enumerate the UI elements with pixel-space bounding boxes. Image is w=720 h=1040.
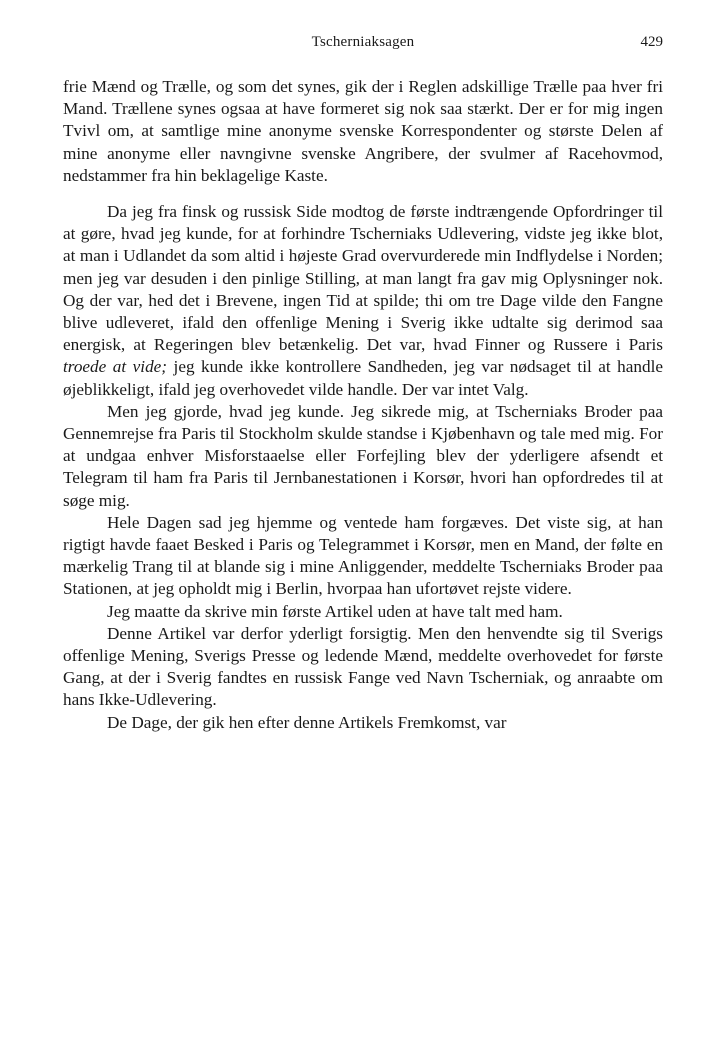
book-page (63, 32, 663, 734)
body-text (63, 76, 663, 734)
paragraph: De Dage, der gik hen efter denne Artikels Fremkomst, var (107, 712, 507, 732)
paragraph-text: jeg kunde ikke kontrollere Sandheden, jeg var nødsaget til at handle øjeblikkeligt, ifald jeg overhovedet vilde handle. Der var intet Valg. (63, 357, 663, 399)
paragraph-text: Da jeg fra finsk og russisk Side modtog de første indtrængende Opfordringer til at gøre, hvad jeg kunde, for at forhindre Tscherniaks Udlevering, vidste jeg ikke blot, at man i Udlandet da som altid i højeste Grad overvurderede min Indflydelse i Norden; men jeg var desuden i den pinlige Stilling, at man langt fra gav mig Oplysninger nok. Og der var, hed det i Brevene, ingen Tid at spilde; thi om tre Dage vilde den Fangne blive udleveret, ifald den offenlige Mening i Sverig ikke udtalte sig derimod saa energisk, at Regeringen blev betænkelig. Det var, hvad Finner og Russere i Paris (63, 202, 663, 355)
page-number: 429 (640, 34, 663, 50)
paragraph: Hele Dagen sad jeg hjemme og ventede ham forgæves. Det viste sig, at han rigtigt havde faaet Besked i Paris og Telegrammet i Korsør, men en Mand, der følte en mærkelig Trang til at blande sig i mine Anliggender, meddelte Tscherniaks Broder paa Stationen, at jeg opholdt mig i Berlin, hvorpaa han ufortøvet rejste videre. (63, 512, 663, 599)
paragraph-continued: frie Mænd og Trælle, og som det synes, gik der i Reglen adskillige Trælle paa hver fri Mand. Trællene synes ogsaa at have formeret sig nok saa stærkt. Der er for mig ingen Tvivl om, at samtlige mine anonyme svenske Korrespondenter og største Delen af mine anonyme eller navngivne svenske Angribere, der svulmer af Racehovmod, nedstammer fra hin beklagelige Kaste. (63, 77, 663, 185)
paragraph: Men jeg gjorde, hvad jeg kunde. Jeg sikrede mig, at Tscherniaks Broder paa Gennemrejse fra Paris til Stockholm skulde standse i Kjøbenhavn og tale med mig. For at undgaa enhver Misforstaaelse eller Forfejling blev der yderligere afsendt et Telegram til ham fra Paris til Jernbanestationen i Korsør, hvori han opfordredes til at søge mig. (63, 401, 663, 510)
italic-phrase: troede at vide; (63, 357, 168, 377)
paragraph: Denne Artikel var derfor yderligt forsigtig. Men den henvendte sig til Sverigs offenlige Mening, Sverigs Presse og ledende Mænd, meddelte overhovedet for første Gang, at der i Sverig fandtes en russisk Fange ved Navn Tscherniak, og anraabte om hans Ikke-Udlevering. (63, 623, 663, 710)
paragraph: Jeg maatte da skrive min første Artikel uden at have talt med ham. (107, 601, 563, 621)
page-header (63, 32, 663, 60)
paragraph (63, 201, 663, 401)
running-title: Tscherniaksagen (311, 34, 415, 50)
